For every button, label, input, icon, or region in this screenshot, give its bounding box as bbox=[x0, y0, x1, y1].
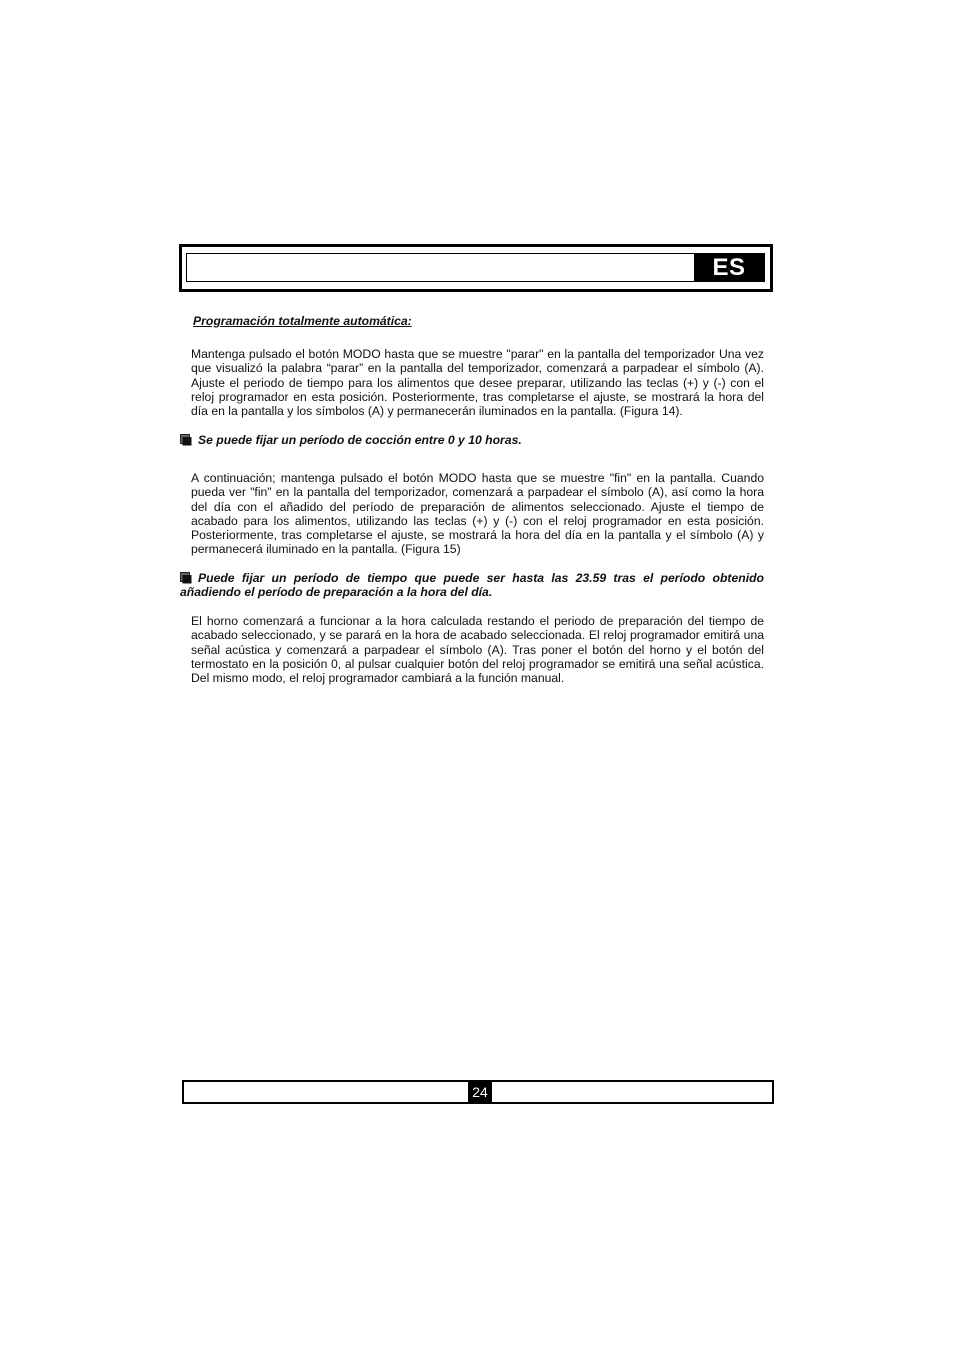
paragraph-1: Mantenga pulsado el botón MODO hasta que se muestre "parar" en la pantalla del temporizador Una vez que visualizó la palabra “parar” en la pantalla del temporizador, comenzará a parpadear el símbolo (A). Ajuste el periodo de tiempo para los alimentos que desee preparar, utilizando las teclas (+) y (-) con el reloj programador en esta posición. Posteriormente, tras completarse el ajuste, se mostrará la hora del día en la pantalla y los símbolos (A) y permanecerán iluminados en la pantalla. (Figura 14). bbox=[191, 347, 764, 419]
page-header bbox=[179, 244, 773, 292]
section-heading: Programación totalmente automática: bbox=[193, 314, 412, 328]
note-icon bbox=[180, 572, 192, 584]
note-icon bbox=[180, 434, 192, 446]
header-frame bbox=[186, 253, 765, 282]
note-2 bbox=[180, 571, 764, 600]
note-1 bbox=[180, 433, 764, 447]
language-badge: ES bbox=[694, 254, 764, 281]
page-number: 24 bbox=[468, 1082, 492, 1102]
note-1-text: Se puede fijar un período de cocción entre 0 y 10 horas. bbox=[198, 433, 522, 447]
paragraph-3: El horno comenzará a funcionar a la hora calculada restando el periodo de preparación del tiempo de acabado seleccionado, y se parará en la hora de acabado seleccionada. El reloj programador emitirá una señal acústica y comenzará a parpadear el símbolo (A). Tras poner el botón del horno y el botón del termostato en la posición 0, al pulsar cualquier botón del reloj programador se emitirá una señal acústica. Del mismo modo, el reloj programador cambiará a la función manual. bbox=[191, 614, 764, 686]
note-2-text: Puede fijar un período de tiempo que puede ser hasta las 23.59 tras el período obtenido añadiendo el período de preparación a la hora del día. bbox=[180, 571, 764, 600]
page-footer bbox=[182, 1080, 774, 1104]
paragraph-2: A continuación; mantenga pulsado el botón MODO hasta que se muestre "fin" en la pantalla. Cuando pueda ver "fin" en la pantalla del temporizador, comenzará a parpadear el símbolo (A), así como la hora del día con el añadido del período de preparación de alimentos seleccionado. Ajuste el tiempo de acabado para los alimentos, utilizando las teclas (+) y (-) con el reloj programador en esta posición. Posteriormente, tras completarse el ajuste, se mostrará la hora del día en la pantalla y el símbolo (A) y permanecerá iluminado en la pantalla. (Figura 15) bbox=[191, 471, 764, 557]
